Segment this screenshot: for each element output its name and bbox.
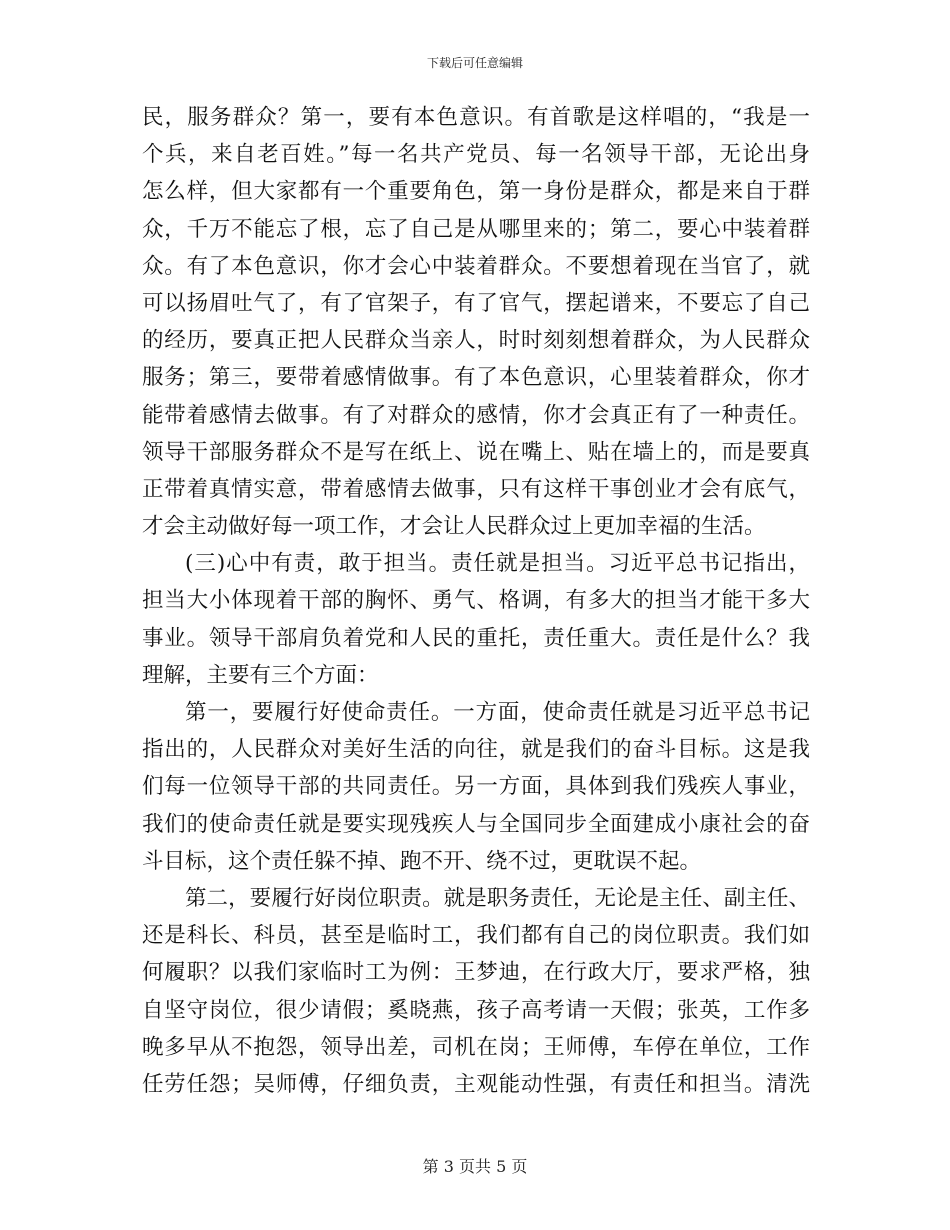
text-line: 指出的，人民群众对美好生活的向往，就是我们的奋斗目标。这是我	[142, 737, 810, 763]
page-header: 下载后可任意编辑	[426, 56, 523, 70]
text-line: 的经历，要真正把人民群众当亲人，时时刻刻想着群众，为人民群众	[142, 328, 810, 354]
text-line: 自坚守岗位，很少请假；奚晓燕，孩子高考请一天假；张英，工作多	[142, 997, 810, 1023]
text-line: 第一，要履行好使命责任。一方面，使命责任就是习近平总书记	[185, 700, 810, 725]
text-line: 晚多早从不抱怨，领导出差，司机在岗；王师傅，车停在单位，工作	[142, 1034, 810, 1060]
text-line: 众。有了本色意识，你才会心中装着群众。不要想着现在当官了，就	[142, 253, 810, 279]
text-line: 才会主动做好每一项工作，才会让人民群众过上更加幸福的生活。	[142, 514, 766, 540]
text-line: 们每一位领导干部的共同责任。另一方面，具体到我们残疾人事业，	[142, 774, 810, 800]
text-line: 斗目标，这个责任躲不掉、跑不开、绕不过，更耽误不起。	[142, 848, 702, 874]
text-line: 第二，要履行好岗位职责。就是职务责任，无论是主任、副主任、	[185, 885, 810, 911]
text-line: 担当大小体现着干部的胸怀、勇气、格调，有多大的担当才能干多大	[142, 588, 810, 614]
text-line: 个兵，来自老百姓。”每一名共产党员、每一名领导干部，无论出身	[142, 142, 810, 168]
page-footer: 第 3 页共 5 页	[422, 1157, 528, 1176]
text-line: 可以扬眉吐气了，有了官架子，有了官气，摆起谱来，不要忘了自己	[142, 290, 810, 316]
text-line: 正带着真情实意，带着感情去做事，只有这样干事创业才会有底气，	[142, 476, 810, 502]
text-line: 何履职？以我们家临时工为例：王梦迪，在行政大厅，要求严格，独	[142, 960, 810, 986]
text-line: 理解，主要有三个方面：	[142, 662, 379, 688]
text-line: 能带着感情去做事。有了对群众的感情，你才会真正有了一种责任。	[142, 402, 810, 428]
text-line: 任劳任怨；吴师傅，仔细负责，主观能动性强，有责任和担当。清洗	[142, 1071, 810, 1097]
document-body	[142, 99, 810, 1103]
text-line: (三)心中有责，敢于担当。责任就是担当。习近平总书记指出，	[185, 551, 810, 577]
text-line: 领导干部服务群众不是写在纸上、说在嘴上、贴在墙上的，而是要真	[142, 439, 810, 465]
text-line: 事业。领导干部肩负着党和人民的重托，责任重大。责任是什么？我	[142, 625, 810, 651]
text-line: 怎么样，但大家都有一个重要角色，第一身份是群众，都是来自于群	[142, 179, 810, 205]
text-line: 还是科长、科员，甚至是临时工，我们都有自己的岗位职责。我们如	[142, 923, 810, 949]
text-line: 众，千万不能忘了根，忘了自己是从哪里来的；第二，要心中装着群	[142, 216, 810, 242]
text-line: 民，服务群众？第一，要有本色意识。有首歌是这样唱的，“我是一	[142, 105, 810, 130]
text-line: 服务；第三，要带着感情做事。有了本色意识，心里装着群众，你才	[142, 365, 810, 391]
text-line: 我们的使命责任就是要实现残疾人与全国同步全面建成小康社会的奋	[142, 811, 810, 837]
